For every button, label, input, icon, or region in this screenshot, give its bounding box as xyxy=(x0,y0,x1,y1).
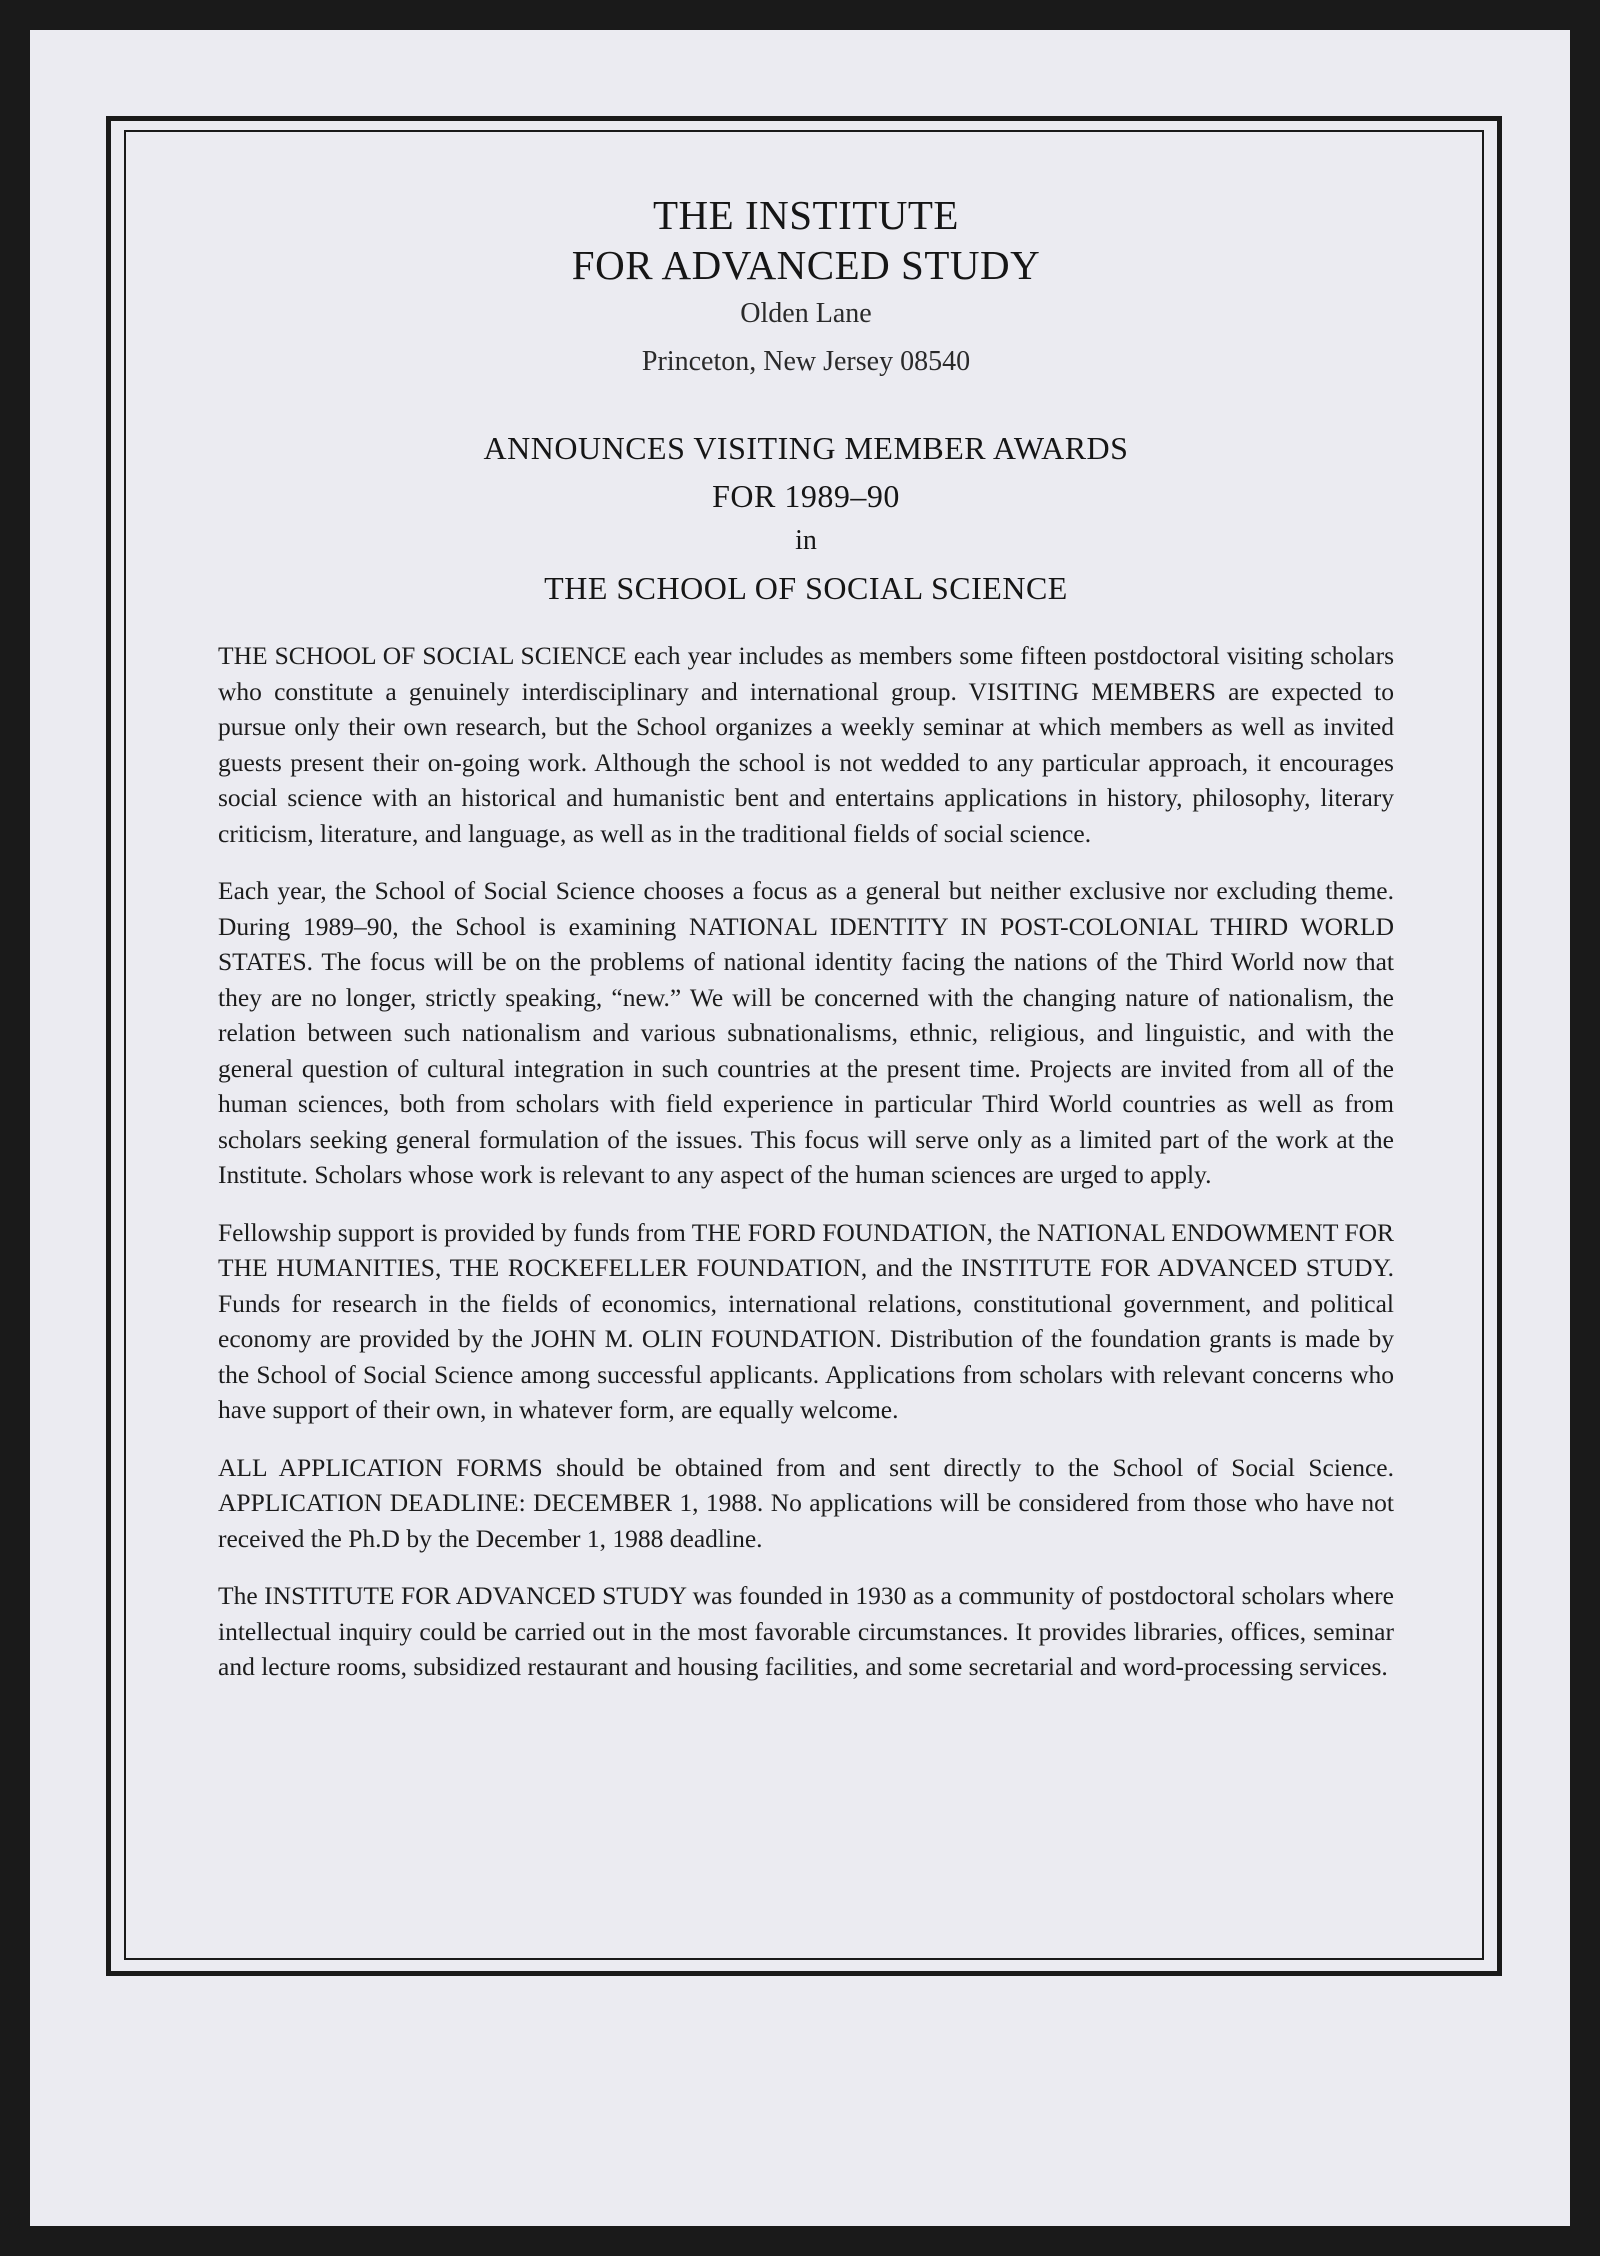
paragraph-application-forms: ALL APPLICATION FORMS should be obtained from and sent directly to the School of Social Science. APPLICATION DEADLINE: DECEMBER 1, 1988. No applications will be considered from those who have not received the Ph.D by the December 1, 1988 deadline. xyxy=(218,1452,1394,1553)
announcement-line1: ANNOUNCES VISITING MEMBER AWARDS xyxy=(483,430,1129,466)
announcement-year: FOR 1989–90 xyxy=(712,478,900,514)
paragraph-fellowship-support: Fellowship support is provided by funds from THE FORD FOUNDATION, the NATIONAL ENDOWMENT FOR THE HUMANITIES, THE ROCKEFELLER FOUNDATION, and the INSTITUTE FOR ADVANCED STUDY. Funds for research in the fields of economics, international relations, constitutional government, and political economy are provided by the JOHN M. OLIN FOUNDATION. Distribution of the foundation grants is made by the School of Social Science among successful applicants. Applications from scholars with relevant concerns who have support of their own, in whatever form, are equally welcome. xyxy=(218,1217,1394,1424)
paragraph-school-overview: THE SCHOOL OF SOCIAL SCIENCE each year includes as members some fifteen postdoctoral visiting scholars who constitute a genuinely interdisciplinary and international group. VISITING MEMBERS are expected to pursue only their own research, but the School organizes a weekly seminar at which members as well as invited guests present their on-going work. Although the school is not wedded to any particular approach, it encourages social science with an historical and humanistic bent and entertains applications in history, philosophy, literary criticism, literature, and language, as well as in the traditional fields of social science. xyxy=(218,641,1394,848)
institute-name-line2: FOR ADVANCED STUDY xyxy=(571,242,1041,288)
address-street: Olden Lane xyxy=(740,298,872,329)
address-city: Princeton, New Jersey 08540 xyxy=(641,346,971,377)
announcement-document xyxy=(218,190,1394,1707)
paragraph-institute-founding: The INSTITUTE FOR ADVANCED STUDY was founded in 1930 as a community of postdoctoral scholars where intellectual inquiry could be carried out in the most favorable circumstances. It provides libraries, offices, seminar and lecture rooms, subsidized restaurant and housing facilities, and some secretarial and word-processing services. xyxy=(218,1581,1394,1681)
school-name: THE SCHOOL OF SOCIAL SCIENCE xyxy=(544,570,1068,606)
paragraph-focus-theme: Each year, the School of Social Science chooses a focus as a general but neither exclusive nor excluding theme. During 1989–90, the School is examining NATIONAL IDENTITY IN POST-COLONIAL THIRD WORLD STATES. The focus will be on the problems of national identity facing the nations of the Third World now that they are no longer, strictly speaking, “new.” We will be concerned with the changing nature of nationalism, the relation between such nationalism and various subnationalisms, ethnic, religious, and linguistic, and with the general question of cultural integration in such countries at the present time. Projects are invited from all of the human sciences, both from scholars with field experience in particular Third World countries as well as from scholars seeking general formulation of the issues. This focus will serve only as a limited part of the work at the Institute. Scholars whose work is relevant to any aspect of the human sciences are urged to apply. xyxy=(218,876,1394,1189)
announcement-in: in xyxy=(795,525,817,556)
announcement-heading xyxy=(218,424,1394,612)
body-text xyxy=(218,638,1394,1685)
institute-name-line1: THE INSTITUTE xyxy=(653,192,959,238)
letterhead xyxy=(218,190,1394,386)
